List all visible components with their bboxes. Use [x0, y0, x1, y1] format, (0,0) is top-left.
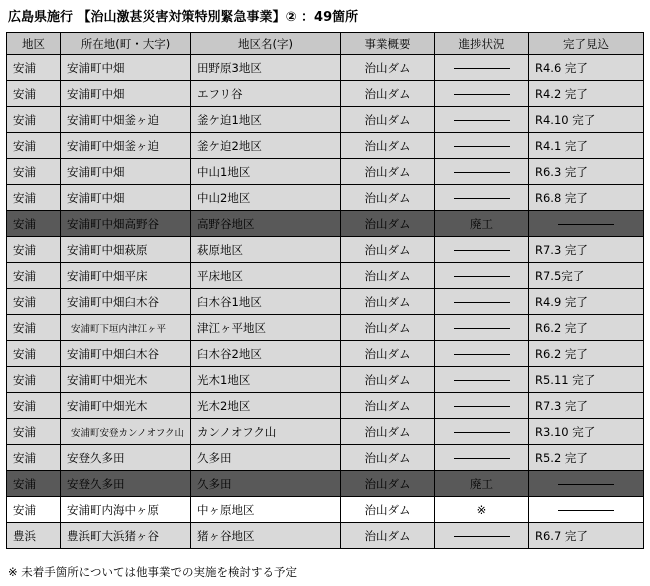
header-project-type: 事業概要: [341, 33, 435, 55]
cell-location: 安浦町中畑臼木谷: [61, 289, 191, 315]
cell-progress: [435, 523, 529, 549]
dash-line: [454, 68, 510, 69]
cell-completion: [529, 471, 644, 497]
cell-completion: R4.1 完了: [529, 133, 644, 159]
cell-completion: R6.2 完了: [529, 341, 644, 367]
cell-completion: R6.8 完了: [529, 185, 644, 211]
cell-area: 安浦: [7, 289, 61, 315]
cell-district-name: 釜ケ迫2地区: [191, 133, 341, 159]
cell-progress: 廃工: [435, 471, 529, 497]
dash-line: [454, 172, 510, 173]
cell-location: 安浦町中畑高野谷: [61, 211, 191, 237]
cell-project-type: 治山ダム: [341, 497, 435, 523]
cell-project-type: 治山ダム: [341, 237, 435, 263]
header-district-name: 地区名(字): [191, 33, 341, 55]
cell-location: 豊浜町大浜猪ヶ谷: [61, 523, 191, 549]
table-row: [7, 497, 644, 523]
cell-area: 安浦: [7, 211, 61, 237]
cell-progress: ※: [435, 497, 529, 523]
cell-area: 安浦: [7, 315, 61, 341]
cell-completion: R7.3 完了: [529, 393, 644, 419]
cell-location: 安浦町中畑: [61, 81, 191, 107]
cell-district-name: 臼木谷1地区: [191, 289, 341, 315]
cell-district-name: 光木1地区: [191, 367, 341, 393]
cell-location: 安浦町下垣内津江ヶ平: [61, 315, 191, 341]
cell-district-name: 田野原3地区: [191, 55, 341, 81]
table-row: [7, 341, 644, 367]
cell-progress: [435, 393, 529, 419]
cell-district-name: 久多田: [191, 471, 341, 497]
cell-project-type: 治山ダム: [341, 81, 435, 107]
cell-project-type: 治山ダム: [341, 107, 435, 133]
cell-completion: R5.11 完了: [529, 367, 644, 393]
header-location: 所在地(町・大字): [61, 33, 191, 55]
cell-completion: R7.5完了: [529, 263, 644, 289]
cell-completion: R3.10 完了: [529, 419, 644, 445]
cell-project-type: 治山ダム: [341, 471, 435, 497]
cell-project-type: 治山ダム: [341, 445, 435, 471]
cell-area: 安浦: [7, 55, 61, 81]
dash-line: [558, 510, 614, 511]
footnote: ※ 未着手箇所については他事業での実施を検討する予定: [8, 565, 298, 579]
dash-line: [454, 94, 510, 95]
table-row: [7, 237, 644, 263]
cell-project-type: 治山ダム: [341, 367, 435, 393]
cell-location: 安登久多田: [61, 445, 191, 471]
cell-completion: [529, 497, 644, 523]
cell-progress: [435, 55, 529, 81]
cell-district-name: 中ヶ原地区: [191, 497, 341, 523]
cell-area: 安浦: [7, 497, 61, 523]
table-row: [7, 289, 644, 315]
table-row: [7, 367, 644, 393]
cell-progress: [435, 185, 529, 211]
cell-area: 安浦: [7, 185, 61, 211]
cell-location: 安浦町中畑光木: [61, 393, 191, 419]
cell-project-type: 治山ダム: [341, 211, 435, 237]
cell-completion: [529, 211, 644, 237]
cell-area: 安浦: [7, 393, 61, 419]
table-row: [7, 81, 644, 107]
table-body: [7, 55, 644, 549]
cell-progress: [435, 445, 529, 471]
cell-location: 安浦町中畑: [61, 185, 191, 211]
table-row: [7, 211, 644, 237]
cell-progress: [435, 289, 529, 315]
header-progress: 進捗状況: [435, 33, 529, 55]
cell-area: 豊浜: [7, 523, 61, 549]
table-row: [7, 471, 644, 497]
cell-area: 安浦: [7, 81, 61, 107]
cell-progress: [435, 159, 529, 185]
cell-location: 安浦町中畑光木: [61, 367, 191, 393]
table-row: [7, 419, 644, 445]
cell-project-type: 治山ダム: [341, 315, 435, 341]
cell-completion: R6.7 完了: [529, 523, 644, 549]
project-table: [6, 32, 644, 549]
cell-location: 安浦町中畑萩原: [61, 237, 191, 263]
cell-progress: [435, 133, 529, 159]
cell-completion: R4.10 完了: [529, 107, 644, 133]
cell-district-name: 光木2地区: [191, 393, 341, 419]
cell-project-type: 治山ダム: [341, 55, 435, 81]
cell-project-type: 治山ダム: [341, 159, 435, 185]
cell-location: 安浦町内海中ヶ原: [61, 497, 191, 523]
dash-line: [558, 484, 614, 485]
cell-district-name: 中山2地区: [191, 185, 341, 211]
cell-area: 安浦: [7, 471, 61, 497]
document-title: 広島県施行 【治山激甚災害対策特別緊急事業】② ：49箇所: [8, 10, 359, 25]
table-header-row: [7, 33, 644, 55]
dash-line: [454, 380, 510, 381]
cell-area: 安浦: [7, 341, 61, 367]
cell-location: 安浦町中畑平床: [61, 263, 191, 289]
cell-area: 安浦: [7, 367, 61, 393]
table-row: [7, 55, 644, 81]
cell-progress: [435, 341, 529, 367]
cell-progress: [435, 367, 529, 393]
table-row: [7, 263, 644, 289]
dash-line: [454, 276, 510, 277]
cell-location: 安浦町中畑: [61, 159, 191, 185]
dash-line: [454, 250, 510, 251]
cell-project-type: 治山ダム: [341, 393, 435, 419]
cell-progress: 廃工: [435, 211, 529, 237]
cell-district-name: カンノオフク山: [191, 419, 341, 445]
cell-progress: [435, 237, 529, 263]
cell-area: 安浦: [7, 445, 61, 471]
cell-location: 安浦町中畑釜ヶ迫: [61, 133, 191, 159]
cell-completion: R7.3 完了: [529, 237, 644, 263]
table-row: [7, 445, 644, 471]
cell-project-type: 治山ダム: [341, 341, 435, 367]
cell-project-type: 治山ダム: [341, 419, 435, 445]
table-row: [7, 107, 644, 133]
cell-district-name: 釜ケ迫1地区: [191, 107, 341, 133]
cell-district-name: エフリ谷: [191, 81, 341, 107]
table-row: [7, 185, 644, 211]
dash-line: [454, 328, 510, 329]
table-row: [7, 315, 644, 341]
header-area: 地区: [7, 33, 61, 55]
cell-completion: R6.3 完了: [529, 159, 644, 185]
cell-district-name: 中山1地区: [191, 159, 341, 185]
cell-district-name: 臼木谷2地区: [191, 341, 341, 367]
cell-project-type: 治山ダム: [341, 263, 435, 289]
dash-line: [454, 536, 510, 537]
cell-area: 安浦: [7, 237, 61, 263]
dash-line: [558, 224, 614, 225]
cell-area: 安浦: [7, 419, 61, 445]
cell-completion: R4.9 完了: [529, 289, 644, 315]
table-row: [7, 393, 644, 419]
dash-line: [454, 198, 510, 199]
cell-completion: R6.2 完了: [529, 315, 644, 341]
cell-completion: R4.6 完了: [529, 55, 644, 81]
cell-project-type: 治山ダム: [341, 185, 435, 211]
cell-location: 安登久多田: [61, 471, 191, 497]
dash-line: [454, 120, 510, 121]
cell-location: 安浦町中畑釜ヶ迫: [61, 107, 191, 133]
cell-project-type: 治山ダム: [341, 133, 435, 159]
dash-line: [454, 458, 510, 459]
header-completion: 完了見込: [529, 33, 644, 55]
cell-location: 安浦町安登カンノオフク山: [61, 419, 191, 445]
dash-line: [454, 432, 510, 433]
dash-line: [454, 146, 510, 147]
cell-completion: R4.2 完了: [529, 81, 644, 107]
table-row: [7, 159, 644, 185]
cell-progress: [435, 107, 529, 133]
cell-completion: R5.2 完了: [529, 445, 644, 471]
cell-district-name: 津江ヶ平地区: [191, 315, 341, 341]
table-row: [7, 133, 644, 159]
cell-area: 安浦: [7, 133, 61, 159]
cell-project-type: 治山ダム: [341, 289, 435, 315]
table-row: [7, 523, 644, 549]
cell-area: 安浦: [7, 159, 61, 185]
cell-progress: [435, 315, 529, 341]
cell-area: 安浦: [7, 107, 61, 133]
cell-district-name: 猪ヶ谷地区: [191, 523, 341, 549]
dash-line: [454, 302, 510, 303]
cell-district-name: 久多田: [191, 445, 341, 471]
dash-line: [454, 406, 510, 407]
cell-district-name: 平床地区: [191, 263, 341, 289]
cell-location: 安浦町中畑臼木谷: [61, 341, 191, 367]
cell-district-name: 萩原地区: [191, 237, 341, 263]
dash-line: [454, 354, 510, 355]
cell-progress: [435, 81, 529, 107]
cell-progress: [435, 419, 529, 445]
cell-progress: [435, 263, 529, 289]
cell-location: 安浦町中畑: [61, 55, 191, 81]
cell-project-type: 治山ダム: [341, 523, 435, 549]
cell-district-name: 高野谷地区: [191, 211, 341, 237]
cell-area: 安浦: [7, 263, 61, 289]
